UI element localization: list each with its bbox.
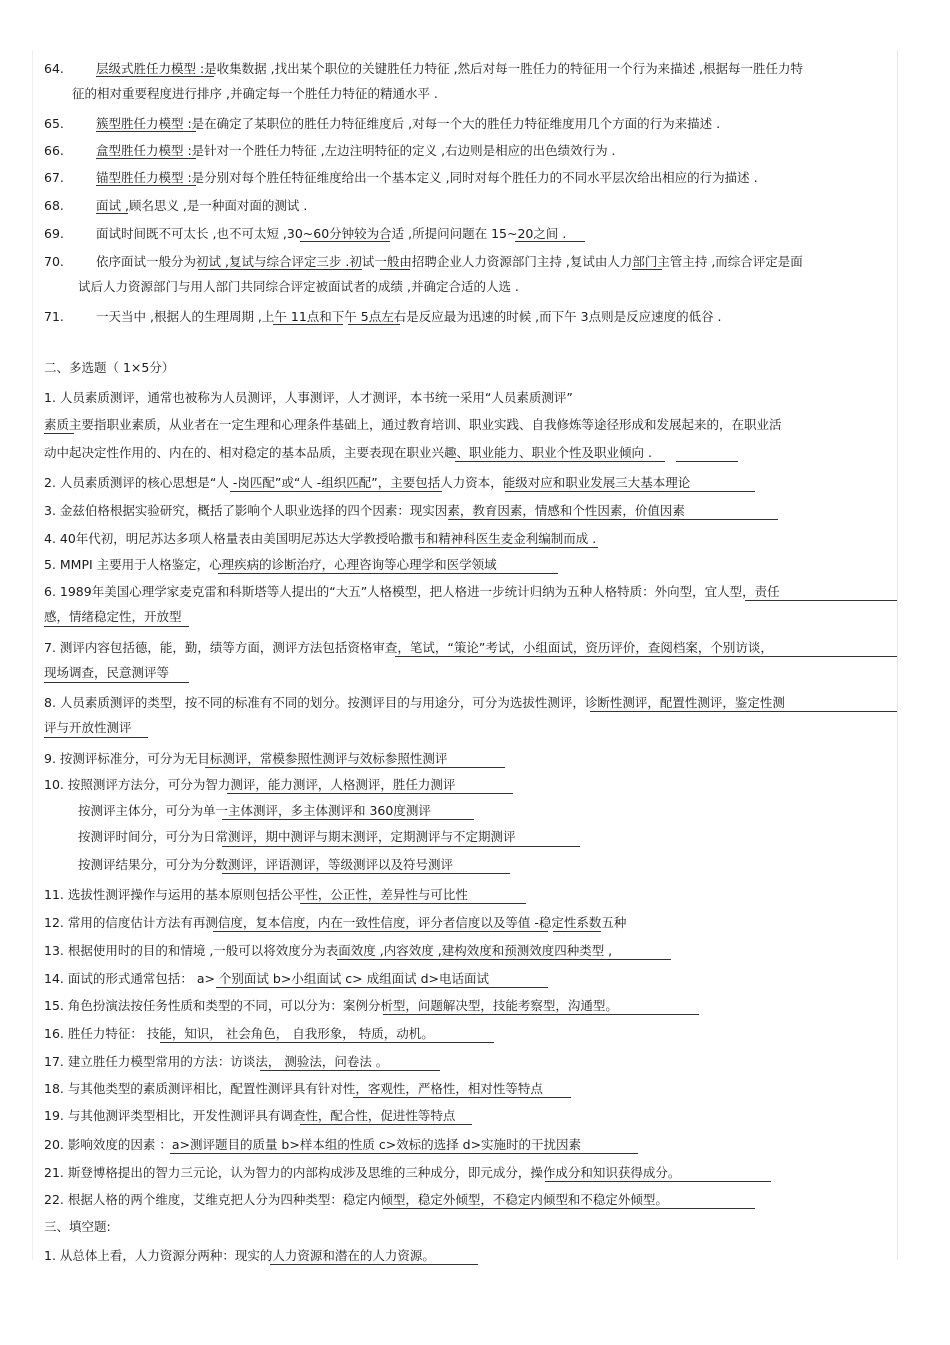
s2-line: 动中起决定性作用的、内在的、相对稳定的基本品质，主要表现在职业兴趣、职业能力、职业个性及职业倾向 . [44,445,652,460]
underline [553,931,601,932]
underline [300,1124,472,1125]
underline [380,269,410,270]
item-68: 68. 面试 ,顾名思义 ,是一种面对面的测试 . [44,198,308,213]
section-2-title: 二、多选题（ 1×5分） [44,360,175,375]
s2-line: 7. 测评内容包括德，能，勤，绩等方面，测评方法包括资格审查，笔试，“策论”考试，小组面试，资历评价，查阅档案，个别访谈， [44,640,773,655]
underline [96,131,196,132]
underline [383,1208,755,1209]
underline [745,600,897,601]
underline [632,269,662,270]
underline [222,819,474,820]
underline [300,241,390,242]
underline [383,1014,699,1015]
s2-line: 16. 胜任力特征： 技能，知识， 社会角色， 自我形象， 特质，动机。 [44,1026,434,1041]
underline [222,846,580,847]
underline [44,433,74,434]
s2-line: 3. 金兹伯格根据实验研究，概括了影响个人职业选择的四个因素：现实因素，教育因素，情感和个性因素，价值因素 [44,503,685,518]
underline [222,873,510,874]
s2-line: 按测评结果分，可分为分数测评，评语测评，等级测评以及符号测评 [78,857,454,872]
s3-line: 1. 从总体上看，人力资源分两种：现实的人力资源和潜在的人力资源。 [44,1248,435,1263]
underline [230,491,442,492]
section-3-title: 三、填空题: [44,1219,111,1234]
underline [160,1042,494,1043]
s2-line: 素质主要指职业素质，从业者在一定生理和心理条件基础上，通过教育培训、职业实践、自我修炼等途径形成和发展起来的，在职业活 [44,417,782,432]
underline [300,903,526,904]
s2-line: 14. 面试的形式通常包括： a> 个别面试 b>小组面试 c> 成组面试 d>电话面试 [44,971,489,986]
s2-line: 6. 1989年美国心理学家麦克雷和科斯塔等人提出的“大五”人格模型，把人格进一步统计归纳为五种人格特质：外向型，宜人型，责任 [44,584,780,599]
underline [455,461,665,462]
underline [96,76,214,77]
underline [44,737,148,738]
underline [213,931,548,932]
s2-line: 9. 按测评标准分，可分为无目标测评，常模参照性测评与效标参照性测评 [44,751,448,766]
s2-line: 按测评主体分，可分为单一主体测评，多主体测评和 360度测评 [78,803,431,818]
underline [216,987,548,988]
s2-line: 8. 人员素质测评的类型，按不同的标准有不同的划分。按测评目的与用途分，可分为选拔性测评，诊断性测评，配置性测评，鉴定性测 [44,695,785,710]
underline [205,767,505,768]
s2-line: 2. 人员素质测评的核心思想是“人 -岗匹配”或“人 -组织匹配”，主要包括人力资本，能级对应和职业发展三大基本理论 [44,475,691,490]
underline [198,269,362,270]
item-71: 71. 一天当中 ,根据人的生理周期 ,上午 11点和下午 5点左右是反应最为迅速的时候 ,而下午 3点则是反应速度的低谷 . [44,309,722,324]
underline [395,656,897,657]
item-66: 66. 盒型胜任力模型 :是针对一个胜任力特征 ,左边注明特征的定义 ,右边则是相应的出色绩效行为 . [44,143,616,158]
item-67: 67. 锚型胜任力模型 :是分别对每个胜任特征维度给出一个基本定义 ,同时对每个胜任力的不同水平层次给出相应的行为描述 . [44,170,758,185]
underline [270,1264,478,1265]
item-70-cont: 试后人力资源部门与用人部门共同综合评定被面试者的成绩 ,并确定合适的人选 . [78,279,519,294]
underline [218,573,558,574]
underline [44,682,189,683]
underline [337,959,671,960]
underline [96,158,196,159]
underline [348,324,400,325]
underline [505,491,755,492]
underline [545,1181,771,1182]
underline [418,547,598,548]
s2-line: 20. 影响效度的因素 ：a>测评题目的质量 b>样本组的性质 c>效标的选择 d>实施时的干扰因素 [44,1137,582,1152]
underline [96,213,128,214]
underline [590,711,897,712]
underline [448,519,778,520]
underline [96,185,196,186]
s2-line: 17. 建立胜任力模型常用的方法：访谈法， 测验法，问卷法 。 [44,1054,389,1069]
underline [44,626,189,627]
s2-line: 12. 常用的信度估计方法有再测信度，复本信度，内在一致性信度，评分者信度以及等值 -稳定性系数五种 [44,915,627,930]
underline [227,793,513,794]
underline [260,1070,440,1071]
item-64: 64. 层级式胜任力模型 :是收集数据 ,找出某个职位的关键胜任力特征 ,然后对每一胜任力的特征用一个行为来描述 ,根据每一胜任力特 [44,61,804,76]
s2-line: 现场调查，民意测评等 [44,665,170,680]
page-edge-left [32,50,33,1260]
s2-line: 评与开放性测评 [44,720,132,735]
s2-line: 11. 选拔性测评操作与运用的基本原则包括公平性，公正性，差异性与可比性 [44,887,468,902]
underline [170,1153,638,1154]
s2-line: 4. 40年代初，明尼苏达多项人格量表由美国明尼苏达大学教授哈撒韦和精神科医生麦金利编制而成 . [44,531,597,546]
s2-line: 5. MMPI 主要用于人格鉴定，心理疾病的诊断治疗，心理咨询等心理学和医学领域 [44,557,497,572]
s2-line: 10. 按照测评方法分，可分为智力测评，能力测评，人格测评，胜任力测评 [44,777,456,792]
item-64-cont: 征的相对重要程度进行排序 ,并确定每一个胜任力特征的精通水平 . [72,86,438,101]
item-69: 69. 面试时间既不可太长 ,也不可太短 ,30~60分钟较为合适 ,所提问问题在 15~20之间 . [44,226,567,241]
s2-line: 18. 与其他类型的素质测评相比，配置性测评具有针对性，客观性，严格性，相对性等特点 [44,1081,543,1096]
s2-line: 1. 人员素质测评，通常也被称为人员测评，人事测评，人才测评，本书统一采用“人员素质测评” [44,390,573,405]
s2-line: 感，情绪稳定性，开放型 [44,609,182,624]
underline [273,324,343,325]
underline [353,1097,571,1098]
s2-line: 13. 根据使用时的目的和情境 ,一般可以将效度分为表面效度 ,内容效度 ,建构效度和预测效度四种类型 , [44,943,613,958]
s2-line: 22. 根据人格的两个维度，艾维克把人分为四种类型：稳定内倾型，稳定外倾型，不稳定内倾型和不稳定外倾型。 [44,1192,668,1207]
underline [515,241,585,242]
page-edge-right [897,50,898,1260]
s2-line: 21. 斯登博格提出的智力三元论，认为智力的内部构成涉及思维的三种成分，即元成分，操作成分和知识获得成分。 [44,1165,681,1180]
item-70: 70. 依序面试一般分为初试 ,复试与综合评定三步 .初试一般由招聘企业人力资源部门主持 ,复试由人力部门主管主持 ,而综合评定是面 [44,254,803,269]
s2-line: 19. 与其他测评类型相比，开发性测评具有调查性，配合性，促进性等特点 [44,1108,456,1123]
s2-line: 按测评时间分，可分为日常测评，期中测评与期末测评，定期测评与不定期测评 [78,829,516,844]
s2-line: 15. 角色扮演法按任务性质和类型的不同，可以分为：案例分析型，问题解决型，技能考察型，沟通型。 [44,998,618,1013]
item-65: 65. 簇型胜任力模型 :是在确定了某职位的胜任力特征维度后 ,对每一个大的胜任力特征维度用几个方面的行为来描述 . [44,116,721,131]
underline [676,461,738,462]
